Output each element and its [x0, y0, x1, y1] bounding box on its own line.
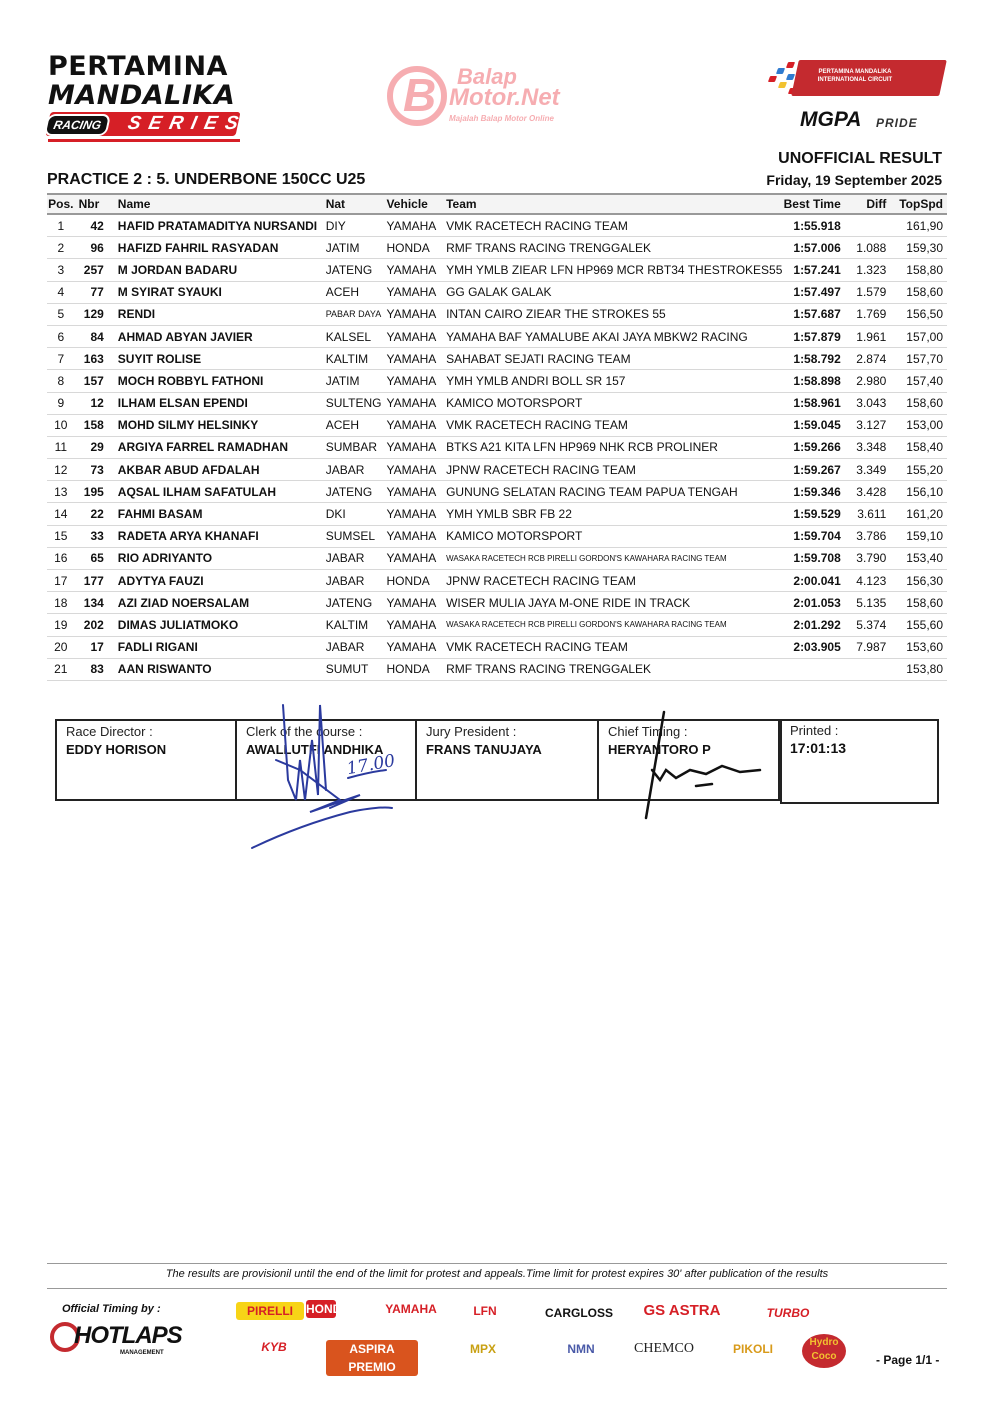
vehicle-cell: YAMAHA	[386, 614, 446, 636]
col-header-diff: Diff	[841, 194, 891, 214]
pos-cell: 20	[47, 636, 75, 658]
team-cell: GUNUNG SELATAN RACING TEAM PAPUA TENGAH	[446, 481, 782, 503]
rider-name-cell: MOHD SILMY HELSINKY	[118, 414, 326, 436]
number-cell: 177	[75, 570, 118, 592]
balapmotor-watermark-logo	[385, 64, 625, 130]
sponsor-logo-lfn: LFN	[473, 1304, 497, 1318]
diff-cell: 1.323	[841, 259, 891, 281]
number-cell: 12	[75, 392, 118, 414]
team-cell: VMK RACETECH RACING TEAM	[446, 214, 782, 237]
rider-name-cell: FADLI RIGANI	[118, 636, 326, 658]
topspeed-cell: 158,60	[890, 281, 947, 303]
team-cell: JPNW RACETECH RACING TEAM	[446, 459, 782, 481]
diff-cell: 3.790	[841, 547, 891, 569]
vehicle-cell: YAMAHA	[386, 481, 446, 503]
vehicle-cell: YAMAHA	[386, 503, 446, 525]
official-name: HERYANTORO P	[608, 742, 711, 757]
topspeed-cell: 159,10	[890, 525, 947, 547]
table-row	[47, 237, 947, 259]
table-row	[47, 503, 947, 525]
hotlaps-sub: MANAGEMENT	[120, 1350, 164, 1356]
footer-divider-top	[47, 1263, 947, 1264]
nationality-cell: SUMSEL	[326, 525, 387, 547]
official-clerk-of-course	[237, 719, 417, 801]
topspeed-cell: 153,00	[890, 414, 947, 436]
pos-cell: 4	[47, 281, 75, 303]
number-cell: 73	[75, 459, 118, 481]
team-cell: GG GALAK GALAK	[446, 281, 782, 303]
hotlaps-name: HOTLAPS	[74, 1322, 182, 1349]
official-timing-label: Official Timing by :	[62, 1303, 161, 1315]
mandalika-circuit-logo	[765, 58, 945, 98]
team-cell: INTAN CAIRO ZIEAR THE STROKES 55	[446, 303, 782, 325]
rider-name-cell: AHMAD ABYAN JAVIER	[118, 325, 326, 347]
nationality-cell: JABAR	[326, 636, 387, 658]
pos-cell: 8	[47, 370, 75, 392]
col-header-best-time: Best Time	[782, 194, 840, 214]
team-cell: WASAKA RACETECH RCB PIRELLI GORDON'S KAWAHARA RACING TEAM	[446, 614, 782, 636]
sponsor-logo-honda: HONDA	[306, 1302, 350, 1316]
best-time-cell: 1:57.687	[782, 303, 840, 325]
vehicle-cell: HONDA	[386, 658, 446, 680]
number-cell: 42	[75, 214, 118, 237]
diff-cell: 7.987	[841, 636, 891, 658]
vehicle-cell: YAMAHA	[386, 547, 446, 569]
best-time-cell: 1:55.918	[782, 214, 840, 237]
diff-cell: 3.786	[841, 525, 891, 547]
watermark-line-1: Balap	[457, 64, 517, 89]
best-time-cell: 1:57.497	[782, 281, 840, 303]
diff-cell: 3.611	[841, 503, 891, 525]
official-role: Clerk of the course :	[246, 724, 363, 739]
vehicle-cell: HONDA	[386, 570, 446, 592]
best-time-cell: 1:58.792	[782, 348, 840, 370]
table-row	[47, 658, 947, 680]
best-time-cell: 2:01.053	[782, 592, 840, 614]
pos-cell: 17	[47, 570, 75, 592]
table-row	[47, 614, 947, 636]
nationality-cell: JABAR	[326, 547, 387, 569]
number-cell: 129	[75, 303, 118, 325]
best-time-cell: 1:59.708	[782, 547, 840, 569]
pos-cell: 15	[47, 525, 75, 547]
official-chief-timing	[599, 719, 780, 801]
table-row	[47, 214, 947, 237]
best-time-cell: 1:58.898	[782, 370, 840, 392]
vehicle-cell: YAMAHA	[386, 259, 446, 281]
table-row	[47, 303, 947, 325]
rider-name-cell: FAHMI BASAM	[118, 503, 326, 525]
rider-name-cell: ADYTYA FAUZI	[118, 570, 326, 592]
sponsor-logo-nmn: NMN	[567, 1342, 595, 1356]
rider-name-cell: AZI ZIAD NOERSALAM	[118, 592, 326, 614]
table-row	[47, 259, 947, 281]
best-time-cell: 1:59.267	[782, 459, 840, 481]
watermark-tagline: Majalah Balap Motor Online	[449, 114, 554, 123]
pos-cell: 12	[47, 459, 75, 481]
results-body	[47, 214, 947, 680]
vehicle-cell: YAMAHA	[386, 592, 446, 614]
pos-cell: 18	[47, 592, 75, 614]
col-header-pos: Pos.	[47, 194, 75, 214]
nationality-cell: SUMUT	[326, 658, 387, 680]
topspeed-cell: 153,80	[890, 658, 947, 680]
rider-name-cell: DIMAS JULIATMOKO	[118, 614, 326, 636]
hotlaps-logo	[50, 1320, 182, 1362]
pos-cell: 9	[47, 392, 75, 414]
topspeed-cell: 156,50	[890, 303, 947, 325]
team-cell: KAMICO MOTORSPORT	[446, 392, 782, 414]
sponsor-logo-turbo: TURBO	[766, 1306, 810, 1320]
rider-name-cell: M JORDAN BADARU	[118, 259, 326, 281]
official-name: EDDY HORISON	[66, 742, 167, 757]
vehicle-cell: YAMAHA	[386, 370, 446, 392]
team-cell: JPNW RACETECH RACING TEAM	[446, 570, 782, 592]
pos-cell: 2	[47, 237, 75, 259]
diff-cell: 1.088	[841, 237, 891, 259]
table-row	[47, 570, 947, 592]
number-cell: 96	[75, 237, 118, 259]
topspeed-cell: 158,60	[890, 392, 947, 414]
nationality-cell: KALSEL	[326, 325, 387, 347]
official-role: Jury President :	[426, 724, 517, 739]
topspeed-cell: 159,30	[890, 237, 947, 259]
logo-series: SERIES	[125, 113, 249, 134]
pos-cell: 5	[47, 303, 75, 325]
rider-name-cell: SUYIT ROLISE	[118, 348, 326, 370]
pos-cell: 1	[47, 214, 75, 237]
vehicle-cell: YAMAHA	[386, 392, 446, 414]
rider-name-cell: MOCH ROBBYL FATHONI	[118, 370, 326, 392]
team-cell: YMH YMLB ANDRI BOLL SR 157	[446, 370, 782, 392]
topspeed-cell: 156,10	[890, 481, 947, 503]
rider-name-cell: AKBAR ABUD AFDALAH	[118, 459, 326, 481]
best-time-cell: 1:57.241	[782, 259, 840, 281]
mgpa-logo: MGPA	[800, 108, 862, 131]
number-cell: 134	[75, 592, 118, 614]
table-row	[47, 481, 947, 503]
team-cell: YMH YMLB ZIEAR LFN HP969 MCR RBT34 THESTROKES55	[446, 259, 782, 281]
number-cell: 84	[75, 325, 118, 347]
officials-signature-block	[55, 719, 780, 801]
rider-name-cell: ILHAM ELSAN EPENDI	[118, 392, 326, 414]
best-time-cell: 1:59.266	[782, 436, 840, 458]
official-name: AWALLUTFI ANDHIKA	[246, 742, 384, 757]
table-row	[47, 592, 947, 614]
table-row	[47, 525, 947, 547]
number-cell: 33	[75, 525, 118, 547]
team-cell: VMK RACETECH RACING TEAM	[446, 414, 782, 436]
rider-name-cell: RIO ADRIYANTO	[118, 547, 326, 569]
col-header-name: Name	[118, 194, 326, 214]
col-header-vehicle: Vehicle	[386, 194, 446, 214]
printed-label: Printed :	[790, 723, 839, 738]
rider-name-cell: AAN RISWANTO	[118, 658, 326, 680]
vehicle-cell: YAMAHA	[386, 281, 446, 303]
number-cell: 158	[75, 414, 118, 436]
best-time-cell: 1:58.961	[782, 392, 840, 414]
official-role: Race Director :	[66, 724, 153, 739]
printed-time-box	[780, 719, 939, 804]
table-row	[47, 370, 947, 392]
official-name: FRANS TANUJAYA	[426, 742, 542, 757]
diff-cell: 3.043	[841, 392, 891, 414]
team-cell: VMK RACETECH RACING TEAM	[446, 636, 782, 658]
nationality-cell: JATIM	[326, 370, 387, 392]
vehicle-cell: YAMAHA	[386, 525, 446, 547]
team-cell: KAMICO MOTORSPORT	[446, 525, 782, 547]
topspeed-cell: 158,80	[890, 259, 947, 281]
diff-cell: 3.428	[841, 481, 891, 503]
watermark-mark: B	[403, 69, 437, 121]
table-row	[47, 636, 947, 658]
clerk-handwritten-time: 17.00	[345, 750, 397, 780]
pos-cell: 16	[47, 547, 75, 569]
team-cell: WASAKA RACETECH RCB PIRELLI GORDON'S KAWAHARA RACING TEAM	[446, 547, 782, 569]
sponsor-logo-pikoli: PIKOLI	[732, 1342, 773, 1356]
team-cell: RMF TRANS RACING TRENGGALEK	[446, 658, 782, 680]
nationality-cell: JABAR	[326, 570, 387, 592]
vehicle-cell: YAMAHA	[386, 459, 446, 481]
team-cell: SAHABAT SEJATI RACING TEAM	[446, 348, 782, 370]
diff-cell: 5.374	[841, 614, 891, 636]
vehicle-cell: YAMAHA	[386, 325, 446, 347]
nationality-cell: DKI	[326, 503, 387, 525]
result-status: UNOFFICIAL RESULT	[778, 150, 942, 167]
diff-cell	[841, 658, 891, 680]
watermark-line-2: Motor.Net	[449, 84, 560, 111]
pos-cell: 21	[47, 658, 75, 680]
nationality-cell: ACEH	[326, 281, 387, 303]
diff-cell: 3.127	[841, 414, 891, 436]
team-cell: RMF TRANS RACING TRENGGALEK	[446, 237, 782, 259]
diff-cell: 2.980	[841, 370, 891, 392]
number-cell: 83	[75, 658, 118, 680]
pos-cell: 13	[47, 481, 75, 503]
topspeed-cell: 157,00	[890, 325, 947, 347]
nationality-cell: SULTENG	[326, 392, 387, 414]
team-cell: YMH YMLB SBR FB 22	[446, 503, 782, 525]
diff-cell	[841, 214, 891, 237]
col-header-team: Team	[446, 194, 782, 214]
sponsor-logo-gs-astra: GS ASTRA	[643, 1302, 721, 1319]
topspeed-cell: 158,40	[890, 436, 947, 458]
rider-name-cell: M SYIRAT SYAUKI	[118, 281, 326, 303]
rider-name-cell: ARGIYA FARREL RAMADHAN	[118, 436, 326, 458]
pride-logo: PRIDE	[876, 116, 918, 130]
nationality-cell: JABAR	[326, 459, 387, 481]
table-header-row	[47, 194, 947, 214]
result-date: Friday, 19 September 2025	[766, 172, 942, 188]
topspeed-cell: 157,40	[890, 370, 947, 392]
diff-cell: 1.579	[841, 281, 891, 303]
best-time-cell: 1:59.529	[782, 503, 840, 525]
printed-time: 17:01:13	[790, 740, 847, 756]
vehicle-cell: YAMAHA	[386, 414, 446, 436]
nationality-cell: JATENG	[326, 592, 387, 614]
official-role: Chief Timing :	[608, 724, 688, 739]
pos-cell: 3	[47, 259, 75, 281]
circuit-logo-text: PERTAMINA MANDALIKA INTERNATIONAL CIRCUIT	[817, 69, 893, 83]
rider-name-cell: RADETA ARYA KHANAFI	[118, 525, 326, 547]
topspeed-cell: 153,60	[890, 636, 947, 658]
official-race-director	[55, 719, 237, 801]
protest-disclaimer: The results are provisionil until the end of the limit for protest and appeals.Time limit for protest expires 30' after publication of the results	[165, 1268, 829, 1280]
rider-name-cell: HAFIZD FAHRIL RASYADAN	[118, 237, 326, 259]
sponsor-logo-mpx: MPX	[469, 1342, 496, 1356]
nationality-cell: SUMBAR	[326, 436, 387, 458]
logo-racing: RACING	[43, 114, 111, 136]
rider-name-cell: AQSAL ILHAM SAFATULAH	[118, 481, 326, 503]
number-cell: 202	[75, 614, 118, 636]
page-number: - Page 1/1 -	[876, 1353, 940, 1367]
logo-line-1: PERTAMINA	[48, 51, 228, 82]
nationality-cell: JATIM	[326, 237, 387, 259]
nationality-cell: ACEH	[326, 414, 387, 436]
topspeed-cell: 153,40	[890, 547, 947, 569]
number-cell: 22	[75, 503, 118, 525]
col-header-nbr: Nbr	[75, 194, 118, 214]
footer-divider-bottom	[47, 1288, 947, 1289]
pos-cell: 7	[47, 348, 75, 370]
sponsor-logo-hydro-coco: Hydro Coco	[802, 1334, 846, 1368]
topspeed-cell: 158,60	[890, 592, 947, 614]
number-cell: 65	[75, 547, 118, 569]
table-row	[47, 348, 947, 370]
diff-cell: 2.874	[841, 348, 891, 370]
topspeed-cell: 155,20	[890, 459, 947, 481]
vehicle-cell: YAMAHA	[386, 214, 446, 237]
col-header-nat: Nat	[326, 194, 387, 214]
number-cell: 163	[75, 348, 118, 370]
number-cell: 157	[75, 370, 118, 392]
topspeed-cell: 157,70	[890, 348, 947, 370]
nationality-cell: JATENG	[326, 481, 387, 503]
team-cell: WISER MULIA JAYA M-ONE RIDE IN TRACK	[446, 592, 782, 614]
topspeed-cell: 161,20	[890, 503, 947, 525]
diff-cell: 3.348	[841, 436, 891, 458]
best-time-cell: 1:59.346	[782, 481, 840, 503]
team-cell: BTKS A21 KITA LFN HP969 NHK RCB PROLINER	[446, 436, 782, 458]
vehicle-cell: YAMAHA	[386, 348, 446, 370]
topspeed-cell: 155,60	[890, 614, 947, 636]
results-table	[47, 193, 947, 681]
best-time-cell: 1:57.006	[782, 237, 840, 259]
col-header-topspd: TopSpd	[890, 194, 947, 214]
logo-underline	[48, 139, 240, 142]
diff-cell: 1.961	[841, 325, 891, 347]
vehicle-cell: YAMAHA	[386, 436, 446, 458]
sponsor-logo-yamaha: YAMAHA	[385, 1302, 437, 1316]
number-cell: 195	[75, 481, 118, 503]
diff-cell: 3.349	[841, 459, 891, 481]
pos-cell: 6	[47, 325, 75, 347]
vehicle-cell: YAMAHA	[386, 636, 446, 658]
official-jury-president	[417, 719, 599, 801]
nationality-cell: JATENG	[326, 259, 387, 281]
best-time-cell: 2:00.041	[782, 570, 840, 592]
best-time-cell: 2:03.905	[782, 636, 840, 658]
sponsor-logo-cargloss: CARGLOSS	[544, 1306, 613, 1320]
table-row	[47, 459, 947, 481]
best-time-cell: 2:01.292	[782, 614, 840, 636]
rider-name-cell: RENDI	[118, 303, 326, 325]
table-row	[47, 281, 947, 303]
diff-cell: 1.769	[841, 303, 891, 325]
table-row	[47, 325, 947, 347]
sponsor-logo-pirelli: PIRELLI	[236, 1302, 304, 1320]
table-row	[47, 547, 947, 569]
table-row	[47, 392, 947, 414]
table-row	[47, 414, 947, 436]
best-time-cell	[782, 658, 840, 680]
pos-cell: 14	[47, 503, 75, 525]
sponsor-logo-chemco: CHEMCO	[634, 1341, 694, 1356]
pertamina-mandalika-racing-series-logo	[48, 52, 248, 142]
vehicle-cell: HONDA	[386, 237, 446, 259]
rider-name-cell: HAFID PRATAMADITYA NURSANDI	[118, 214, 326, 237]
number-cell: 257	[75, 259, 118, 281]
pos-cell: 11	[47, 436, 75, 458]
best-time-cell: 1:57.879	[782, 325, 840, 347]
number-cell: 77	[75, 281, 118, 303]
vehicle-cell: YAMAHA	[386, 303, 446, 325]
sponsor-logo-kyb: KYB	[261, 1340, 287, 1354]
number-cell: 17	[75, 636, 118, 658]
topspeed-cell: 161,90	[890, 214, 947, 237]
nationality-cell: KALTIM	[326, 348, 387, 370]
nationality-cell: DIY	[326, 214, 387, 237]
nationality-cell: PABAR DAYA	[326, 303, 387, 325]
topspeed-cell: 156,30	[890, 570, 947, 592]
pos-cell: 19	[47, 614, 75, 636]
number-cell: 29	[75, 436, 118, 458]
pos-cell: 10	[47, 414, 75, 436]
nationality-cell: KALTIM	[326, 614, 387, 636]
team-cell: YAMAHA BAF YAMALUBE AKAI JAYA MBKW2 RACING	[446, 325, 782, 347]
best-time-cell: 1:59.045	[782, 414, 840, 436]
best-time-cell: 1:59.704	[782, 525, 840, 547]
diff-cell: 5.135	[841, 592, 891, 614]
sponsor-logo-aspira-premio: ASPIRA PREMIO	[326, 1340, 418, 1376]
table-row	[47, 436, 947, 458]
diff-cell: 4.123	[841, 570, 891, 592]
logo-band	[45, 112, 249, 136]
session-title: PRACTICE 2 : 5. UNDERBONE 150CC U25	[47, 171, 366, 188]
logo-line-2: MANDALIKA	[48, 80, 236, 111]
